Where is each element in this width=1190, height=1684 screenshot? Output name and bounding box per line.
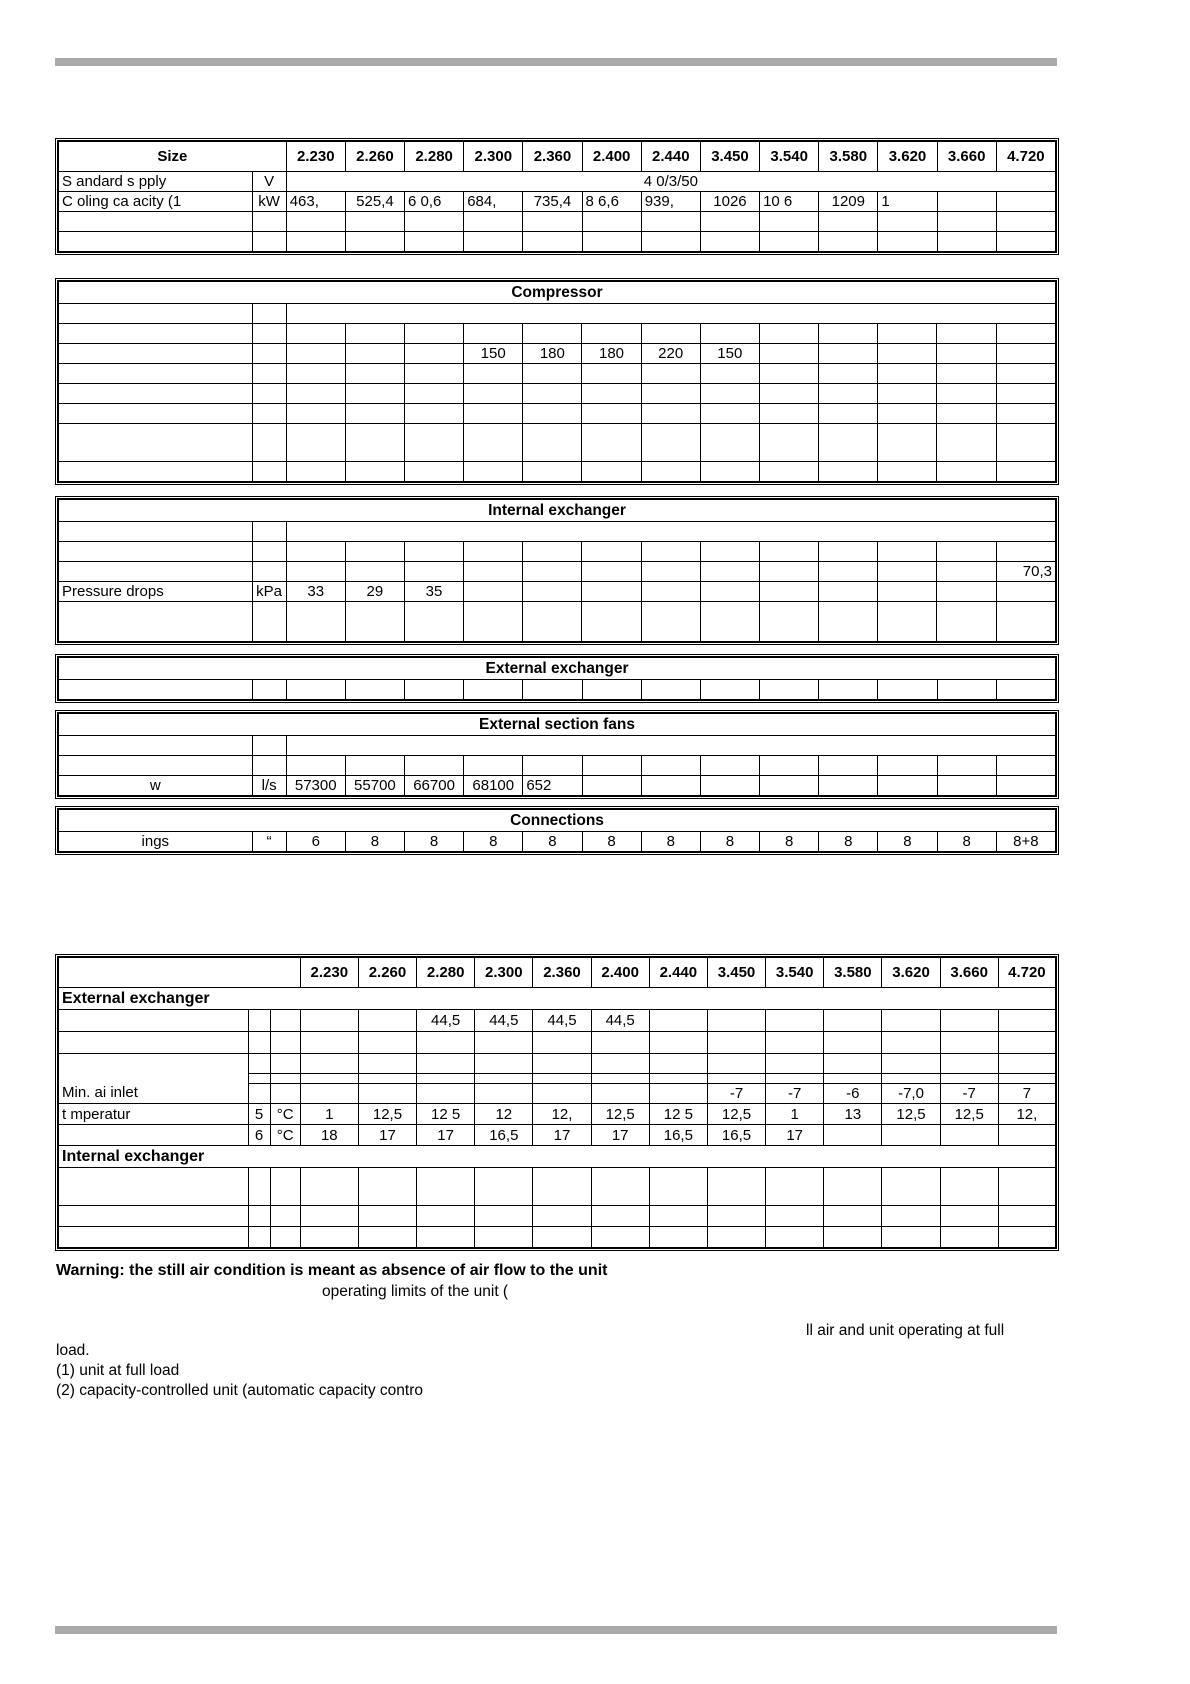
compressor-value: 180: [523, 344, 582, 364]
empty-row: [59, 232, 1056, 252]
air-flow-value: 66700: [405, 776, 464, 796]
operating-limits-section: [55, 954, 1059, 1251]
limit-value: 13: [824, 1104, 882, 1125]
cooling-value: 939,: [641, 192, 700, 212]
limit-value: 16,5: [707, 1125, 765, 1146]
cooling-value: 735,4: [523, 192, 582, 212]
size-cell: 3.450: [707, 958, 765, 988]
size-cell: 2.280: [405, 142, 464, 172]
air-flow-unit: l/s: [252, 776, 286, 796]
limit-value: -6: [824, 1084, 882, 1104]
limit-value: 12,5: [707, 1104, 765, 1125]
cooling-value: [996, 192, 1055, 212]
air-flow-value: 55700: [345, 776, 404, 796]
empty-row: [59, 212, 1056, 232]
compressor-section: [55, 278, 1059, 485]
air-flow-value: 57300: [286, 776, 345, 796]
cooling-value: [937, 192, 996, 212]
cooling-label: C oling ca acity (1: [59, 192, 253, 212]
size-cell: 2.360: [533, 958, 591, 988]
size-cell: 3.620: [882, 958, 940, 988]
compressor-table: [58, 281, 1056, 482]
cooling-capacity-row: [59, 192, 1056, 212]
compressor-title: Compressor: [59, 282, 1056, 304]
pressure-value: 29: [345, 582, 404, 602]
fans-table: [58, 713, 1056, 796]
footnote-2: (2) capacity-controlled unit (automatic capacity contro: [56, 1382, 423, 1399]
size-cell: 2.360: [523, 142, 582, 172]
min-air-inlet-label: Min. ai inlet: [59, 1054, 249, 1104]
size-cell: 3.450: [700, 142, 759, 172]
limit-value: 12 5: [649, 1104, 707, 1125]
limits-row-6: [59, 1125, 1056, 1146]
limit-value: 44,5: [475, 1010, 533, 1032]
pressure-drops-label: Pressure drops: [59, 582, 253, 602]
limit-value: 16,5: [475, 1125, 533, 1146]
supply-row: [59, 172, 1056, 192]
compressor-value: 220: [641, 344, 700, 364]
limit-value: 1: [300, 1104, 358, 1125]
pressure-value: 33: [286, 582, 345, 602]
pressure-value: 35: [404, 582, 463, 602]
limits-note: operating limits of the unit (: [322, 1283, 509, 1300]
size-cell: 2.400: [591, 958, 649, 988]
cooling-value: 6 0,6: [405, 192, 464, 212]
footnote-1: (1) unit at full load: [56, 1362, 180, 1379]
limit-value: [358, 1010, 416, 1032]
size-header-label: Size: [59, 142, 287, 172]
cooling-value: 8 6,6: [582, 192, 641, 212]
supply-value: 4 0/3/50: [286, 172, 1055, 192]
limit-value: 44,5: [591, 1010, 649, 1032]
connection-value: 8: [523, 832, 582, 852]
size-cell: 2.300: [475, 958, 533, 988]
limit-value: 12,5: [940, 1104, 998, 1125]
limit-value: 44,5: [533, 1010, 591, 1032]
size-cell: 2.260: [358, 958, 416, 988]
cooling-value: 1209: [819, 192, 878, 212]
air-flow-row: [59, 776, 1056, 796]
limits-row-5: [59, 1104, 1056, 1125]
air-flow-value: 652: [523, 776, 582, 796]
supply-unit: V: [252, 172, 286, 192]
limit-value: 12,5: [591, 1104, 649, 1125]
limit-value: 17: [358, 1125, 416, 1146]
size-cell: 2.230: [300, 958, 358, 988]
size-cell: 3.620: [878, 142, 937, 172]
size-cell: 2.440: [641, 142, 700, 172]
limit-value: 17: [417, 1125, 475, 1146]
limit-value: 12,: [998, 1104, 1055, 1125]
limit-value: 18: [300, 1125, 358, 1146]
limit-value: 44,5: [417, 1010, 475, 1032]
external-exchanger-section: [55, 654, 1059, 703]
connection-value: 8: [760, 832, 819, 852]
size-cell: 3.660: [937, 142, 996, 172]
limit-value: 12,5: [358, 1104, 416, 1125]
bottom-rule: [55, 1626, 1057, 1634]
row-code: 5: [248, 1104, 270, 1125]
limits-external-title: External exchanger: [59, 988, 1056, 1010]
connection-value: 8: [464, 832, 523, 852]
limit-value: 12 5: [417, 1104, 475, 1125]
supply-label: S andard s pply: [59, 172, 253, 192]
warning-note: Warning: the still air condition is meant as absence of air flow to the unit: [56, 1262, 608, 1279]
compressor-value: 150: [464, 344, 523, 364]
row-code: 6: [248, 1125, 270, 1146]
internal-exchanger-table: [58, 499, 1056, 642]
limits-size-header-row: [59, 958, 1056, 988]
size-cell: 3.540: [760, 142, 819, 172]
connections-label: ings: [59, 832, 253, 852]
fans-title: External section fans: [59, 714, 1056, 736]
compressor-value: 150: [700, 344, 759, 364]
connection-value: 8: [700, 832, 759, 852]
connections-row: [59, 832, 1056, 852]
size-cell: 2.300: [464, 142, 523, 172]
limit-value: 16,5: [649, 1125, 707, 1146]
fans-section: [55, 710, 1059, 799]
limit-value: -7: [940, 1084, 998, 1104]
internal-value: 70,3: [996, 562, 1056, 582]
top-rule: [55, 58, 1057, 66]
cooling-value: 10 6: [760, 192, 819, 212]
cooling-value: 525,4: [345, 192, 404, 212]
cooling-value: 1: [878, 192, 937, 212]
size-cell: 3.580: [824, 958, 882, 988]
limit-value: -7: [766, 1084, 824, 1104]
air-flow-label: w: [59, 776, 253, 796]
external-exchanger-table: [58, 657, 1056, 700]
pressure-drops-unit: kPa: [252, 582, 286, 602]
limits-internal-title: Internal exchanger: [59, 1146, 1056, 1168]
operating-limits-table: [58, 957, 1056, 1248]
internal-exchanger-title: Internal exchanger: [59, 500, 1056, 522]
compressor-value-row: [59, 344, 1056, 364]
size-cell: 2.260: [345, 142, 404, 172]
connection-value: 8: [937, 832, 996, 852]
limit-value: 12: [475, 1104, 533, 1125]
limit-value: 7: [998, 1084, 1055, 1104]
size-cell: 4.720: [996, 142, 1055, 172]
limit-value: 12,: [533, 1104, 591, 1125]
size-cell: 2.230: [286, 142, 345, 172]
connection-value: 8: [345, 832, 404, 852]
compressor-value: [404, 344, 463, 364]
cooling-value: 684,: [464, 192, 523, 212]
connection-value: 8: [582, 832, 641, 852]
connections-unit: “: [252, 832, 286, 852]
size-cell: 2.400: [582, 142, 641, 172]
limit-value: [300, 1010, 358, 1032]
connections-section: [55, 806, 1059, 855]
row-unit: °C: [270, 1125, 300, 1146]
compressor-value: 180: [582, 344, 641, 364]
general-data-table: [58, 141, 1056, 252]
internal-exchanger-section: [55, 496, 1059, 645]
connections-title: Connections: [59, 810, 1056, 832]
cooling-value: 1026: [700, 192, 759, 212]
pressure-drops-row: [59, 582, 1056, 602]
size-cell: 3.540: [766, 958, 824, 988]
size-cell: 4.720: [998, 958, 1055, 988]
general-data-section: [55, 138, 1059, 255]
connection-value: 6: [286, 832, 345, 852]
limit-value: -7: [707, 1084, 765, 1104]
size-header-row: [59, 142, 1056, 172]
size-cell: 3.580: [819, 142, 878, 172]
limit-value: 1: [766, 1104, 824, 1125]
connection-value: 8+8: [996, 832, 1055, 852]
temperature-label: t mperatur: [59, 1104, 249, 1125]
size-cell: 3.660: [940, 958, 998, 988]
limit-value: 17: [591, 1125, 649, 1146]
limit-value: -7,0: [882, 1084, 940, 1104]
limit-value: 17: [766, 1125, 824, 1146]
compressor-value: [286, 344, 345, 364]
still-air-note: ll air and unit operating at full: [806, 1322, 1005, 1339]
limit-value: 12,5: [882, 1104, 940, 1125]
external-exchanger-title: External exchanger: [59, 658, 1056, 680]
size-cell: 2.280: [417, 958, 475, 988]
limits-row-1: [59, 1010, 1056, 1032]
connections-table: [58, 809, 1056, 852]
connection-value: 8: [641, 832, 700, 852]
load-note: load.: [56, 1342, 90, 1359]
row-unit: °C: [270, 1104, 300, 1125]
air-flow-value: 68100: [464, 776, 523, 796]
size-cell: 2.440: [649, 958, 707, 988]
connection-value: 8: [819, 832, 878, 852]
compressor-value: [345, 344, 404, 364]
limit-value: 17: [533, 1125, 591, 1146]
cooling-unit: kW: [252, 192, 286, 212]
cooling-value: 463,: [286, 192, 345, 212]
connection-value: 8: [878, 832, 937, 852]
connection-value: 8: [405, 832, 464, 852]
